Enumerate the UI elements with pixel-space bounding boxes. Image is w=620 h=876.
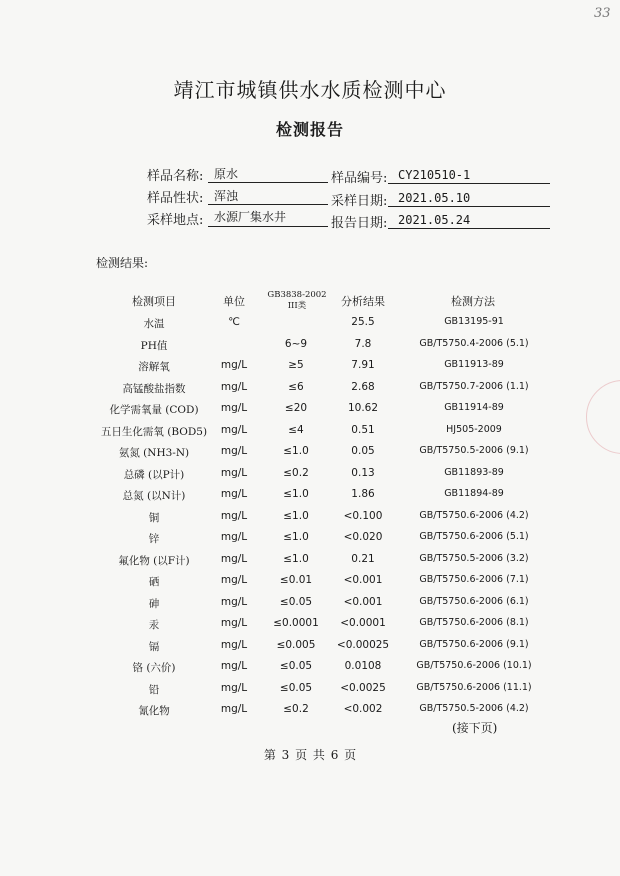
sample-no-value: CY210510-1	[398, 168, 471, 182]
cell-unit: mg/L	[220, 359, 248, 371]
cell-result: 2.68	[351, 380, 375, 393]
cell-result: <0.002	[343, 703, 383, 715]
cell-unit: mg/L	[220, 488, 248, 500]
cell-item: 五日生化需氧 (BOD5)	[100, 425, 208, 438]
cell-method: GB11893-89	[444, 466, 504, 478]
cell-item: 氟化物 (以F计)	[118, 554, 190, 567]
cell-method: GB/T5750.6-2006 (5.1)	[419, 531, 529, 542]
sampling-site-value: 水源厂集水井	[214, 210, 287, 224]
official-seal-stamp	[586, 380, 620, 454]
cell-method: GB/T5750.4-2006 (5.1)	[419, 337, 529, 349]
cell-item: 铜	[148, 511, 160, 524]
cell-method: GB/T5750.5-2006 (3.2)	[419, 552, 529, 564]
cell-result: 0.51	[351, 423, 375, 436]
cell-item: 汞	[148, 619, 160, 631]
cell-item: 砷	[148, 597, 160, 610]
cell-item: 铅	[148, 683, 160, 696]
cell-result: <0.020	[343, 531, 383, 543]
cell-unit: mg/L	[220, 380, 248, 393]
cell-method: GB/T5750.6-2006 (11.1)	[416, 681, 532, 693]
cell-method: GB11894-89	[444, 488, 504, 499]
cell-unit: mg/L	[220, 423, 248, 436]
cell-method: GB/T5750.6-2006 (6.1)	[419, 595, 529, 607]
sample-nature-value: 浑浊	[214, 189, 239, 203]
cell-method: GB13195-91	[444, 316, 504, 327]
cell-unit: mg/L	[220, 531, 248, 543]
cell-method: GB/T5750.6-2006 (7.1)	[419, 574, 529, 585]
header-result: 分析结果	[341, 295, 385, 308]
sample-no-underline	[388, 183, 550, 184]
cell-method: GB11914-89	[444, 402, 504, 413]
cell-limit: ≤1.0	[283, 445, 309, 457]
cell-limit: ≤0.005	[276, 638, 316, 651]
cell-method: GB11913-89	[444, 359, 504, 370]
cell-limit: ≤1.0	[283, 552, 309, 565]
cell-item: 氨氮 (NH3-N)	[118, 447, 190, 459]
cell-method: GB/T5750.6-2006 (8.1)	[419, 617, 529, 628]
results-label: 检测结果:	[96, 256, 149, 270]
header-item: 检测项目	[132, 295, 176, 308]
page-footer: 第 3 页 共 6 页	[263, 748, 357, 762]
cell-unit: mg/L	[220, 638, 248, 651]
cell-result: <0.0025	[340, 681, 386, 694]
cell-method: GB/T5750.5-2006 (9.1)	[419, 445, 529, 456]
cell-limit: ≤0.2	[283, 466, 309, 479]
sample-no-label: 样品编号:	[331, 171, 388, 186]
cell-item: 高锰酸盐指数	[122, 382, 186, 395]
cell-result: <0.001	[343, 595, 383, 608]
sample-name-value: 原水	[214, 167, 239, 181]
cell-unit: ℃	[228, 316, 240, 328]
header-method: 检测方法	[451, 295, 495, 308]
cell-result: 7.91	[351, 359, 375, 371]
cell-unit: mg/L	[220, 681, 248, 694]
cell-limit: ≤0.05	[279, 660, 313, 672]
cell-limit: 6~9	[284, 337, 308, 350]
cell-result: 25.5	[351, 316, 375, 328]
cell-unit: mg/L	[220, 509, 248, 522]
sample-name-underline	[208, 182, 328, 183]
report-date-value: 2021.05.24	[398, 213, 471, 227]
cell-item: 总氮 (以N计)	[122, 490, 186, 502]
sampling-date-label: 采样日期:	[331, 194, 388, 209]
cell-item: 化学需氧量 (COD)	[109, 404, 199, 416]
cell-item: 氰化物	[138, 705, 170, 717]
cell-limit: ≤0.2	[283, 703, 309, 715]
cell-unit: mg/L	[220, 574, 248, 586]
cell-method: GB/T5750.7-2006 (1.1)	[419, 380, 529, 392]
cell-limit: ≤6	[288, 380, 304, 393]
report-date-label: 报告日期:	[331, 216, 388, 231]
cell-item: 总磷 (以P计)	[123, 468, 185, 481]
cell-unit: mg/L	[220, 466, 248, 479]
header-standard-class: III类	[287, 301, 307, 311]
report-date-underline	[388, 228, 550, 229]
sample-name-label: 样品名称:	[147, 169, 204, 184]
cell-limit: ≤0.05	[279, 681, 313, 694]
cell-unit: mg/L	[220, 660, 248, 672]
report-title: 检测报告	[275, 120, 344, 139]
cell-unit: mg/L	[220, 617, 248, 629]
sample-nature-underline	[208, 204, 328, 205]
cell-result: <0.100	[343, 509, 383, 522]
header-unit: 单位	[223, 295, 245, 308]
cell-limit: ≤0.05	[279, 595, 313, 608]
cell-result: 0.13	[351, 466, 375, 479]
cell-item: PH值	[140, 339, 168, 352]
cell-method: GB/T5750.5-2006 (4.2)	[419, 703, 529, 714]
cell-result: <0.001	[343, 574, 383, 586]
cell-unit: mg/L	[220, 703, 248, 715]
sampling-site-underline	[208, 226, 328, 227]
cell-unit: mg/L	[220, 552, 248, 565]
cell-result: 0.0108	[344, 660, 382, 672]
sampling-date-value: 2021.05.10	[398, 191, 471, 205]
sample-nature-label: 样品性状:	[147, 191, 204, 206]
cell-limit: ≤20	[284, 402, 308, 414]
header-standard-code: GB3838-2002	[267, 290, 327, 300]
cell-method: HJ505-2009	[446, 423, 502, 435]
cell-result: <0.00025	[336, 638, 390, 651]
cell-result: 7.8	[354, 337, 372, 350]
sampling-site-label: 采样地点:	[147, 213, 204, 228]
cell-unit: mg/L	[220, 595, 248, 608]
sampling-date-underline	[388, 206, 550, 207]
cell-limit: ≤1.0	[283, 509, 309, 522]
cell-method: GB/T5750.6-2006 (9.1)	[419, 638, 529, 650]
cell-limit: ≥5	[288, 359, 304, 371]
cell-result: <0.0001	[340, 617, 386, 629]
cell-method: GB/T5750.6-2006 (4.2)	[419, 509, 529, 521]
cell-unit: mg/L	[220, 445, 248, 457]
cell-item: 溶解氧	[138, 361, 170, 373]
cell-result: 0.21	[351, 552, 375, 565]
cell-method: GB/T5750.6-2006 (10.1)	[416, 660, 532, 671]
cell-item: 镉	[148, 640, 160, 653]
handwritten-page-number: 33	[594, 6, 611, 21]
cell-result: 10.62	[347, 402, 379, 414]
continued-note: (接下页)	[452, 721, 498, 735]
header-standard	[256, 290, 338, 312]
cell-limit: ≤4	[288, 423, 304, 436]
cell-item: 水温	[143, 318, 165, 330]
cell-result: 1.86	[351, 488, 375, 500]
cell-unit: mg/L	[220, 402, 248, 414]
cell-item: 锌	[148, 533, 160, 545]
cell-limit: ≤0.0001	[273, 617, 319, 629]
cell-limit: ≤0.01	[279, 574, 313, 586]
cell-limit: ≤1.0	[283, 531, 309, 543]
organization-title: 靖江市城镇供水水质检测中心	[173, 78, 447, 102]
cell-item: 铬 (六价)	[132, 662, 176, 674]
cell-item: 硒	[148, 576, 160, 588]
cell-result: 0.05	[351, 445, 375, 457]
cell-limit: ≤1.0	[283, 488, 309, 500]
